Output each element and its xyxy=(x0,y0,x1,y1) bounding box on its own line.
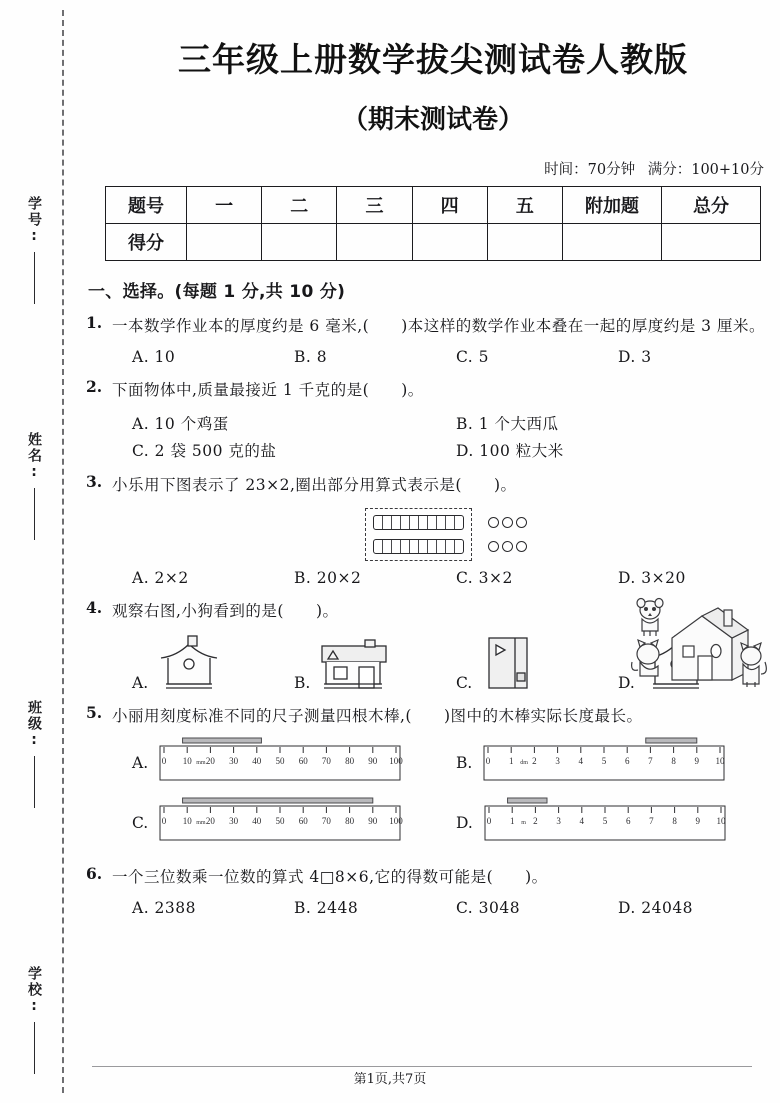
page-subtitle: （期末测试卷） xyxy=(341,105,524,135)
svg-text:9: 9 xyxy=(694,755,700,766)
question-text: 下面物体中,质量最接近 1 千克的是( )。 xyxy=(112,381,424,400)
svg-text:90: 90 xyxy=(368,815,378,826)
score-input-cell[interactable] xyxy=(487,224,562,261)
score-input-cell[interactable] xyxy=(262,224,337,261)
svg-text:70: 70 xyxy=(322,755,332,766)
margin-field-class xyxy=(14,700,54,808)
svg-text:mm: mm xyxy=(196,819,206,826)
option-label: B. xyxy=(456,754,473,773)
svg-text:6: 6 xyxy=(625,815,631,826)
exam-meta xyxy=(86,158,780,179)
question-text: 一个三位数乘一位数的算式 4□8×6,它的得数可能是( )。 xyxy=(112,867,548,886)
score-header-cell: 四 xyxy=(412,187,487,224)
svg-text:0: 0 xyxy=(161,755,167,766)
option-d[interactable]: D. 100 粒大米 xyxy=(456,442,564,461)
option-b[interactable]: B. 8 xyxy=(294,348,328,367)
seal-dashed-line xyxy=(62,10,64,1093)
score-header-cell: 三 xyxy=(337,187,412,224)
option-label: D. xyxy=(456,814,473,833)
score-input-cell[interactable] xyxy=(412,224,487,261)
option-a[interactable] xyxy=(132,634,294,692)
question-text: 一本数学作业本的厚度约是 6 毫米,( )本这样的数学作业本叠在一起的厚度约是 3 厘米。 xyxy=(112,317,765,335)
svg-text:10: 10 xyxy=(716,815,726,826)
svg-text:8: 8 xyxy=(672,815,677,826)
option-c[interactable]: C. 2 袋 500 克的盐 xyxy=(132,442,277,461)
question-number: 6. xyxy=(86,863,103,883)
svg-text:4: 4 xyxy=(579,815,584,826)
ruler-d xyxy=(481,797,729,850)
option-d[interactable] xyxy=(456,797,780,850)
exam-time: 时间：70分钟 xyxy=(544,162,636,178)
ruler-a xyxy=(156,737,404,790)
score-row-label: 得分 xyxy=(106,224,187,261)
svg-text:0: 0 xyxy=(161,815,167,826)
svg-text:3: 3 xyxy=(555,755,561,766)
question-options xyxy=(112,899,780,917)
option-c[interactable]: C. 3048 xyxy=(456,898,521,917)
option-d[interactable]: D. 3×20 xyxy=(618,569,686,588)
svg-text:100: 100 xyxy=(389,755,403,766)
svg-text:30: 30 xyxy=(229,755,239,766)
svg-text:90: 90 xyxy=(368,755,378,766)
score-table xyxy=(105,186,761,261)
svg-text:1: 1 xyxy=(509,815,515,826)
option-c[interactable]: C. 5 xyxy=(456,348,490,367)
question-number: 3. xyxy=(86,472,103,492)
question-number: 4. xyxy=(86,598,103,618)
margin-field-label: 姓名: xyxy=(26,432,42,482)
svg-text:m: m xyxy=(521,819,526,826)
write-rule xyxy=(34,488,35,540)
margin-field-label: 班级: xyxy=(26,700,42,750)
ruler-c xyxy=(156,797,404,850)
section-heading-choice: 一、选择。(每题 1 分,共 10 分) xyxy=(88,282,346,302)
question-5-options-row-1 xyxy=(112,737,780,790)
svg-text:5: 5 xyxy=(602,815,608,826)
question-1 xyxy=(86,313,780,366)
option-c[interactable]: C. 3×2 xyxy=(456,569,513,588)
write-rule xyxy=(34,756,35,808)
question-5-options-row-2 xyxy=(112,797,780,850)
option-label: A. xyxy=(132,754,149,773)
margin-field-school xyxy=(14,966,54,1074)
svg-text:dm: dm xyxy=(520,759,529,766)
svg-text:50: 50 xyxy=(275,755,285,766)
option-label: A. xyxy=(132,673,149,692)
ones-row xyxy=(488,515,527,530)
score-header-cell: 五 xyxy=(487,187,562,224)
margin-field-label: 学校: xyxy=(26,966,42,1016)
question-text: 小丽用刻度标准不同的尺子测量四根木棒,( )图中的木棒实际长度最长。 xyxy=(112,706,643,725)
svg-text:20: 20 xyxy=(206,755,216,766)
option-a[interactable]: A. 2388 xyxy=(132,898,196,917)
dog-icon xyxy=(637,599,663,637)
house-flat-view-icon xyxy=(479,634,539,692)
question-number: 5. xyxy=(86,702,103,722)
score-input-cell[interactable] xyxy=(337,224,412,261)
margin-field-name xyxy=(14,432,54,540)
svg-text:60: 60 xyxy=(298,755,308,766)
question-text: 小乐用下图表示了 23×2,圈出部分用算式表示是( )。 xyxy=(112,476,517,495)
score-header-cell: 一 xyxy=(187,187,262,224)
score-input-cell[interactable] xyxy=(662,224,761,261)
svg-text:40: 40 xyxy=(252,755,262,766)
circled-group-dashed-box xyxy=(365,508,472,561)
svg-text:2: 2 xyxy=(532,815,538,826)
svg-text:2: 2 xyxy=(532,755,537,766)
margin-field-label: 学号: xyxy=(26,196,42,246)
question-text: 观察右图,小狗看到的是( )。 xyxy=(112,602,339,621)
question-4 xyxy=(86,598,780,691)
svg-text:30: 30 xyxy=(229,815,239,826)
dog-and-house-illustration xyxy=(628,594,778,704)
question-number: 2. xyxy=(86,377,103,397)
score-header-cell: 题号 xyxy=(106,187,187,224)
option-d[interactable]: D. 24048 xyxy=(618,898,694,917)
question-options xyxy=(112,348,780,366)
option-c[interactable] xyxy=(132,797,456,850)
page-title: 三年级上册数学拔尖测试卷人教版 xyxy=(178,40,688,79)
option-a[interactable] xyxy=(132,737,456,790)
svg-text:20: 20 xyxy=(206,815,216,826)
margin-info-column xyxy=(0,0,78,1103)
ones-units-group xyxy=(488,508,527,561)
option-a[interactable]: A. 2×2 xyxy=(132,569,189,588)
question-3-figure xyxy=(112,508,780,561)
svg-text:mm: mm xyxy=(196,759,206,766)
question-3 xyxy=(86,472,780,587)
score-header-cell: 附加题 xyxy=(563,187,662,224)
option-a[interactable]: A. 10 xyxy=(132,348,176,367)
exam-content xyxy=(86,0,780,1103)
svg-text:10: 10 xyxy=(182,815,192,826)
house-side-view-icon xyxy=(317,634,399,692)
score-table-value-row xyxy=(106,224,761,261)
option-a[interactable]: A. 10 个鸡蛋 xyxy=(132,415,229,434)
question-6 xyxy=(86,864,780,917)
question-options xyxy=(112,412,780,434)
ten-bar xyxy=(373,539,464,554)
score-header-cell: 二 xyxy=(262,187,337,224)
page-footer: 第1页,共7页 xyxy=(353,1072,427,1087)
option-b[interactable] xyxy=(456,737,780,790)
svg-text:80: 80 xyxy=(345,815,355,826)
footer-divider xyxy=(92,1066,752,1067)
write-rule xyxy=(34,252,35,304)
svg-text:70: 70 xyxy=(322,815,332,826)
svg-text:7: 7 xyxy=(648,755,653,766)
svg-text:100: 100 xyxy=(389,815,403,826)
question-5 xyxy=(86,703,780,850)
svg-text:4: 4 xyxy=(578,755,584,766)
svg-text:0: 0 xyxy=(486,755,491,766)
question-2 xyxy=(86,377,780,461)
svg-text:10: 10 xyxy=(182,755,192,766)
option-d[interactable]: D. 3 xyxy=(618,348,652,367)
svg-text:3: 3 xyxy=(556,815,561,826)
write-rule xyxy=(34,1022,35,1074)
question-options xyxy=(112,439,780,461)
option-b[interactable]: B. 1 个大西瓜 xyxy=(456,415,559,434)
svg-text:0: 0 xyxy=(486,815,492,826)
option-c[interactable] xyxy=(456,634,618,692)
ones-row xyxy=(488,539,527,554)
svg-text:10: 10 xyxy=(715,755,725,766)
question-options xyxy=(112,569,780,587)
score-input-cell[interactable] xyxy=(563,224,662,261)
option-b[interactable]: B. 2448 xyxy=(294,898,359,917)
margin-field-student-id xyxy=(14,196,54,304)
svg-text:8: 8 xyxy=(671,755,677,766)
option-label: B. xyxy=(294,673,311,692)
option-b[interactable] xyxy=(294,634,456,692)
svg-text:1: 1 xyxy=(509,755,514,766)
ruler-b xyxy=(480,737,728,790)
question-number: 1. xyxy=(86,313,103,332)
score-input-cell[interactable] xyxy=(187,224,262,261)
option-label: C. xyxy=(132,814,149,833)
svg-text:80: 80 xyxy=(345,755,355,766)
option-b[interactable]: B. 20×2 xyxy=(294,569,362,588)
svg-text:40: 40 xyxy=(252,815,262,826)
score-table-header-row xyxy=(106,187,761,224)
option-label: D. xyxy=(618,673,635,692)
exam-total-score: 满分：100+10分 xyxy=(647,162,764,178)
svg-text:50: 50 xyxy=(275,815,285,826)
score-header-cell: 总分 xyxy=(662,187,761,224)
house-front-view-icon xyxy=(155,634,235,692)
svg-text:5: 5 xyxy=(602,755,607,766)
svg-text:7: 7 xyxy=(648,815,654,826)
ten-bar xyxy=(373,515,464,530)
svg-text:6: 6 xyxy=(625,755,630,766)
option-label: C. xyxy=(456,673,473,692)
svg-text:60: 60 xyxy=(298,815,308,826)
house-3d xyxy=(672,608,748,680)
cat-left-icon xyxy=(632,640,659,676)
svg-text:9: 9 xyxy=(695,815,700,826)
